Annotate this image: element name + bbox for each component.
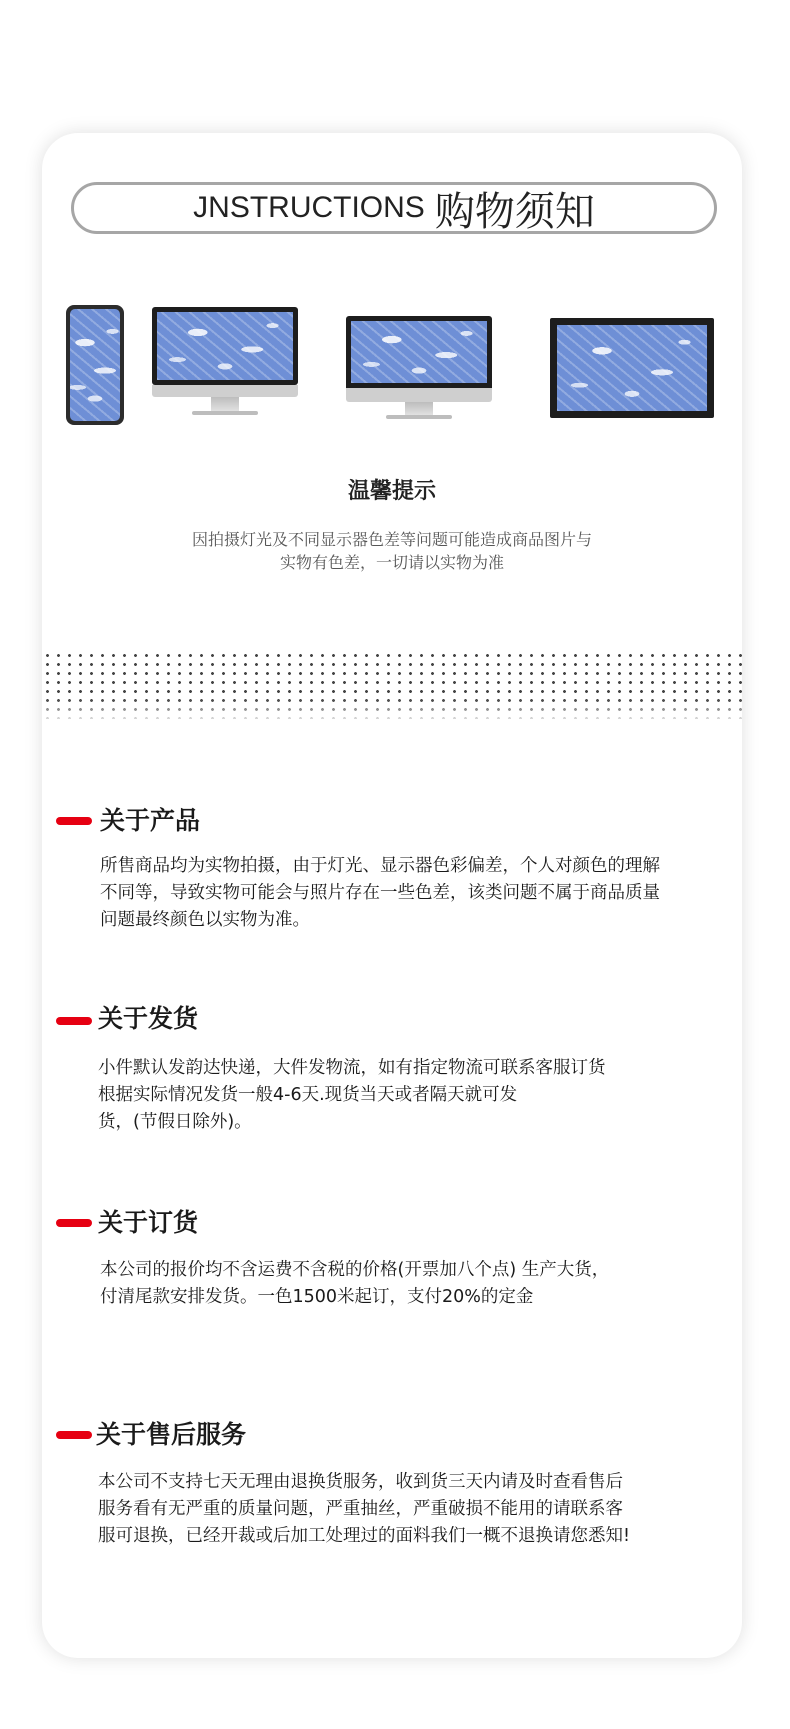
monitor-icon [346,316,492,419]
section-body [98,1055,738,1136]
body-line: 本公司不支持七天无理由退换货服务，收到货三天内请及时查看售后 [98,1472,623,1492]
title-english: JNSTRUCTIONS [193,191,425,224]
section-shipping [42,1003,742,1132]
monitor-icon [152,307,298,415]
section-after-sales [42,1419,742,1546]
red-bullet-bar [56,1219,92,1227]
body-line: 根据实际情况发货一般4-6天.现货当天或者隔天就可发 [98,1085,518,1105]
title-chinese: 购物须知 [434,188,595,235]
red-bullet-bar [56,1017,92,1025]
section-ordering [42,1207,742,1307]
body-line: 服可退换，已经开裁或后加工处理过的面料我们一概不退换请您悉知! [98,1526,631,1546]
body-line: 问题最终颜色以实物为准。 [100,910,310,930]
device-display-row [42,133,742,463]
body-line: 货，(节假日除外)。 [98,1112,252,1132]
body-line: 付清尾款安排发货。一色1500米起订，支付20%的定金 [100,1287,534,1307]
body-line: 服务看有无严重的质量问题，严重抽丝，严重破损不能用的请联系客 [98,1499,623,1519]
section-title: 关于发货 [98,1004,199,1033]
warm-tip-title: 温馨提示 [347,479,436,504]
body-line: 所售商品均为实物拍摄，由于灯光、显示器色彩偏差，个人对颜色的理解 [100,856,660,876]
warm-tip-line: 实物有色差，一切请以实物为准 [279,553,504,572]
instructions-card [42,133,742,1658]
phone-icon [66,305,124,425]
section-body [100,1257,740,1311]
warm-tip-text [42,528,742,574]
body-line: 小件默认发韵达快递，大件发物流，如有指定物流可联系客服订货 [98,1058,606,1078]
red-bullet-bar [56,1431,92,1439]
section-title: 关于产品 [100,806,201,835]
section-title: 关于订货 [98,1208,199,1237]
section-body [100,853,740,934]
section-title: 关于售后服务 [96,1420,247,1449]
section-product [42,805,742,930]
body-line: 本公司的报价均不含运费不含税的价格(开票加八个点) 生产大货， [100,1260,610,1280]
tv-icon [550,318,714,418]
dot-pattern-divider [42,651,742,719]
warm-tip-line: 因拍摄灯光及不同显示器色差等问题可能造成商品图片与 [191,530,592,549]
body-line: 不同等，导致实物可能会与照片存在一些色差，该类问题不属于商品质量 [100,883,660,903]
red-bullet-bar [56,817,92,825]
section-body [98,1469,738,1550]
